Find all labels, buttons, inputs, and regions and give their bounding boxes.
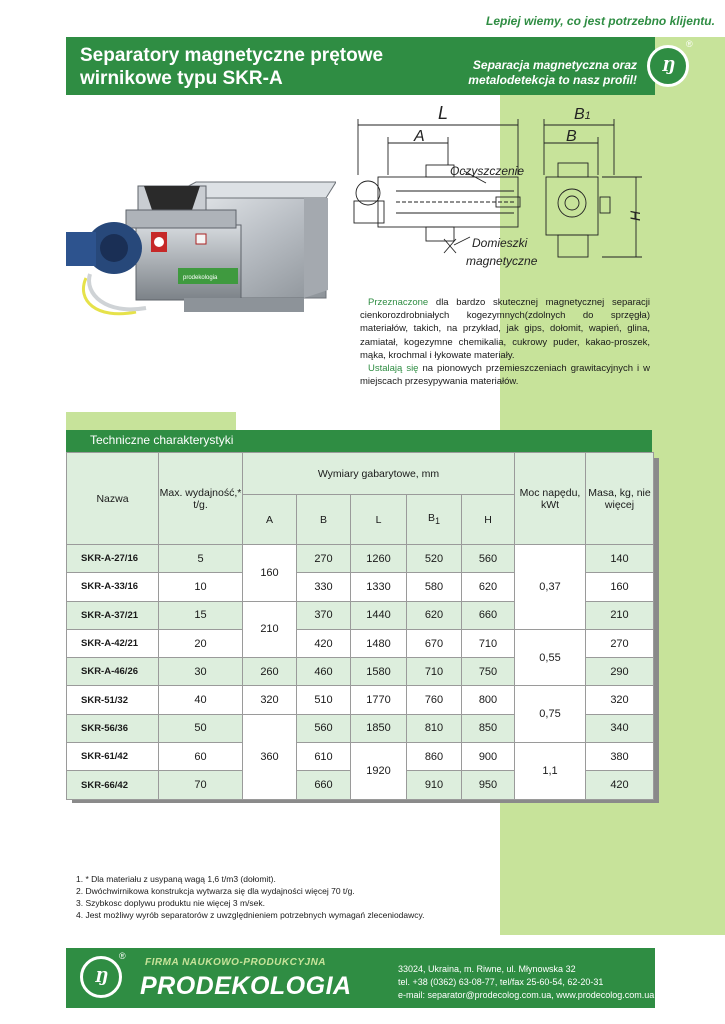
page-title (80, 44, 440, 90)
description-text-1: dla bardzo skutecznej magnetycznej separacji cienkorozdrobniałych kogezymnych(zdolnych do sprzęgła) materiałów, takich, na przykład, jak gips, dołomit, wapień, glina, zamiatał, kogezymne chemikalia, cukrowy puder, kakao-proszek, mąka, krochmal i łykowate materiały. (360, 297, 650, 361)
cell-L: 1330 (351, 573, 407, 601)
cell-H: 850 (462, 714, 515, 742)
subtitle-line-2: metalodetekcja to nasz profil! (468, 73, 637, 87)
cell-B: 510 (297, 686, 351, 714)
footer-phones-line: tel. +38 (0362) 63-08-77, tel/fax 25-60-54, 62-20-31 (398, 977, 604, 987)
footer-address-line: 33024, Ukraina, m. Riwne, ul. Młynowska 32 (398, 964, 576, 974)
cell-capacity: 50 (159, 714, 243, 742)
label-mixers-1: Domieszki (472, 236, 528, 250)
cell-H: 620 (462, 573, 515, 601)
cell-H: 900 (462, 743, 515, 771)
cell-B: 330 (297, 573, 351, 601)
cell-H: 950 (462, 771, 515, 799)
cell-mass: 210 (586, 601, 654, 629)
cell-B: 460 (297, 658, 351, 686)
footnote: 3. Szybkosc doplywu produktu nie więcej 3 m/sek. (76, 898, 265, 908)
footnotes (76, 873, 425, 921)
table-row (67, 629, 654, 657)
product-photo (66, 170, 336, 330)
cell-L: 1480 (351, 629, 407, 657)
dim-B-label: B (566, 128, 577, 145)
slogan: Lepiej wiemy, co jest potrzebno klijentu. (486, 14, 715, 28)
cell-B1: 710 (407, 658, 462, 686)
header-B: B (297, 495, 351, 545)
cell-name: SKR-61/42 (67, 743, 159, 771)
table-row (67, 743, 654, 771)
cell-A: 360 (243, 714, 297, 799)
cell-L: 1770 (351, 686, 407, 714)
footnote: 4. Jest możliwy wyrób separatorów z uwzględnieniem potrzebnych wymagań zleceniodawcy. (76, 910, 425, 920)
dim-H-label: H (627, 210, 643, 221)
header-power: Moc napędu, kWt (515, 453, 586, 545)
dim-L-label: L (438, 105, 449, 123)
cell-power: 0,37 (515, 545, 586, 630)
label-cleaning: Oczyszczenie (450, 164, 525, 178)
cell-B: 370 (297, 601, 351, 629)
cell-name: SKR-A-37/21 (67, 601, 159, 629)
description-paragraph-1 (360, 296, 650, 362)
cell-capacity: 60 (159, 743, 243, 771)
cell-B: 560 (297, 714, 351, 742)
cell-A: 160 (243, 545, 297, 602)
dim-A-label: A (414, 128, 425, 145)
cell-capacity: 15 (159, 601, 243, 629)
cell-mass: 340 (586, 714, 654, 742)
footnote: 2. Dwóchwirnikowa konstrukcja wytwarza się dla wydajności więcej 70 t/g. (76, 886, 355, 896)
cell-capacity: 70 (159, 771, 243, 799)
footer-logo: Ŋ (80, 956, 122, 998)
cell-B: 420 (297, 629, 351, 657)
description (360, 296, 650, 388)
cell-capacity: 10 (159, 573, 243, 601)
cell-B1: 860 (407, 743, 462, 771)
cell-B1: 810 (407, 714, 462, 742)
cell-mass: 160 (586, 573, 654, 601)
cell-capacity: 5 (159, 545, 243, 573)
specs-table (66, 452, 653, 797)
table-row (67, 686, 654, 714)
cell-L: 1260 (351, 545, 407, 573)
cell-A: 260 (243, 658, 297, 686)
subtitle (432, 58, 637, 88)
header-name: Nazwa (67, 453, 159, 545)
cell-name: SKR-51/32 (67, 686, 159, 714)
svg-text:prodekologia: prodekologia (183, 275, 218, 281)
header-H: H (462, 495, 515, 545)
title-line-1: Separatory magnetyczne prętowe (80, 45, 384, 66)
cell-capacity: 40 (159, 686, 243, 714)
cell-B1: 910 (407, 771, 462, 799)
footnote: 1. * Dla materiału z usypaną wagą 1,6 t/m3 (dołomit). (76, 874, 276, 884)
table-row (67, 545, 654, 573)
footer-brand-name: PRODEKOLOGIA (140, 972, 352, 1000)
cell-H: 560 (462, 545, 515, 573)
description-lead-1: Przeznaczone (368, 297, 429, 308)
cell-mass: 380 (586, 743, 654, 771)
cell-name: SKR-56/36 (67, 714, 159, 742)
cell-power: 0,55 (515, 629, 586, 686)
description-paragraph-2 (360, 362, 650, 388)
footer-firm-type: FIRMA NAUKOWO-PRODUKCYJNA (145, 957, 327, 968)
cell-mass: 420 (586, 771, 654, 799)
cell-name: SKR-A-33/16 (67, 573, 159, 601)
cell-B1: 760 (407, 686, 462, 714)
cell-power: 1,1 (515, 743, 586, 800)
header-mass: Masa, kg, nie więcej (586, 453, 654, 545)
cell-L: 1580 (351, 658, 407, 686)
cell-power: 0,75 (515, 686, 586, 743)
cell-B1: 580 (407, 573, 462, 601)
subtitle-line-1: Separacja magnetyczna oraz (472, 58, 637, 72)
cell-B: 660 (297, 771, 351, 799)
header-capacity: Max. wydajność,* t/g. (159, 453, 243, 545)
cell-H: 660 (462, 601, 515, 629)
cell-name: SKR-66/42 (67, 771, 159, 799)
title-line-2: wirnikowe typu SKR-A (80, 68, 283, 89)
cell-B1: 620 (407, 601, 462, 629)
header-dimensions: Wymiary gabarytowe, mm (243, 453, 515, 495)
dim-B1-label: B1 (574, 106, 591, 123)
footer-registered-mark: ® (119, 951, 126, 961)
description-text-2: na pionowych przemieszczeniach grawitacyjnych i w miejscach przesypywania materiałów. (360, 363, 650, 388)
cell-L: 1850 (351, 714, 407, 742)
header-L: L (351, 495, 407, 545)
cell-mass: 270 (586, 629, 654, 657)
description-lead-2: Ustalają się (368, 363, 419, 375)
technical-drawing (346, 105, 656, 280)
table-title: Techniczne charakterystyki (90, 433, 234, 447)
cell-name: SKR-A-27/16 (67, 545, 159, 573)
cell-capacity: 30 (159, 658, 243, 686)
header-A: A (243, 495, 297, 545)
cell-A: 210 (243, 601, 297, 658)
footer-email-line[interactable]: e-mail: separator@prodecolog.com.ua, www.prodecolog.com.ua (398, 990, 655, 1000)
company-logo: Ŋ (647, 45, 689, 87)
table-accent-band (66, 412, 236, 430)
label-mixers-2: magnetyczne (466, 254, 538, 268)
footer-contacts (398, 963, 654, 1002)
cell-H: 800 (462, 686, 515, 714)
cell-H: 750 (462, 658, 515, 686)
cell-L: 1920 (351, 743, 407, 800)
cell-A: 320 (243, 686, 297, 714)
cell-mass: 320 (586, 686, 654, 714)
cell-H: 710 (462, 629, 515, 657)
cell-mass: 140 (586, 545, 654, 573)
registered-mark: ® (686, 39, 693, 49)
header-B1: $B_1$ (407, 495, 462, 545)
cell-L: 1440 (351, 601, 407, 629)
cell-B: 270 (297, 545, 351, 573)
cell-name: SKR-A-46/26 (67, 658, 159, 686)
cell-mass: 290 (586, 658, 654, 686)
cell-name: SKR-A-42/21 (67, 629, 159, 657)
cell-B1: 520 (407, 545, 462, 573)
cell-capacity: 20 (159, 629, 243, 657)
cell-B1: 670 (407, 629, 462, 657)
cell-B: 610 (297, 743, 351, 771)
